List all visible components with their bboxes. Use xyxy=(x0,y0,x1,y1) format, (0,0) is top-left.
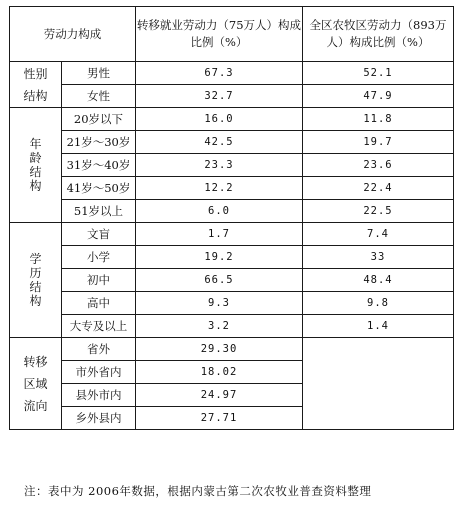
group-label: 转移区域流向 xyxy=(23,354,48,413)
group-label-cell xyxy=(10,338,62,430)
transfer-ratio-cell: 23.3 xyxy=(136,154,303,177)
table-row xyxy=(10,292,454,315)
table-row xyxy=(10,269,454,292)
table-row xyxy=(10,338,454,361)
table-row xyxy=(10,131,454,154)
transfer-ratio-cell: 42.5 xyxy=(136,131,303,154)
region-ratio-cell: 47.9 xyxy=(303,85,454,108)
table-row xyxy=(10,62,454,85)
table-row xyxy=(10,200,454,223)
table-row xyxy=(10,85,454,108)
category-cell: 31岁～40岁 xyxy=(62,154,136,177)
table-row xyxy=(10,223,454,246)
category-cell: 初中 xyxy=(62,269,136,292)
category-cell: 男性 xyxy=(62,62,136,85)
transfer-ratio-cell: 32.7 xyxy=(136,85,303,108)
labor-composition-sheet xyxy=(9,6,453,430)
transfer-ratio-cell: 29.30 xyxy=(136,338,303,361)
transfer-ratio-cell: 24.97 xyxy=(136,384,303,407)
region-ratio-cell: 7.4 xyxy=(303,223,454,246)
group-label-cell xyxy=(10,108,62,223)
transfer-ratio-cell: 16.0 xyxy=(136,108,303,131)
region-ratio-cell: 23.6 xyxy=(303,154,454,177)
category-cell: 县外市内 xyxy=(62,384,136,407)
region-ratio-cell: 33 xyxy=(303,246,454,269)
category-cell: 市外省内 xyxy=(62,361,136,384)
category-cell: 高中 xyxy=(62,292,136,315)
group-label-cell xyxy=(10,62,62,108)
category-cell: 乡外县内 xyxy=(62,407,136,430)
table-row xyxy=(10,315,454,338)
transfer-ratio-cell: 6.0 xyxy=(136,200,303,223)
transfer-ratio-cell: 9.3 xyxy=(136,292,303,315)
region-ratio-cell: 22.5 xyxy=(303,200,454,223)
category-cell: 20岁以下 xyxy=(62,108,136,131)
header-region-ratio: 全区农牧区劳动力（893万人）构成比例（%） xyxy=(303,7,454,62)
category-cell: 女性 xyxy=(62,85,136,108)
region-ratio-cell: 11.8 xyxy=(303,108,454,131)
category-cell: 41岁～50岁 xyxy=(62,177,136,200)
region-ratio-cell: 48.4 xyxy=(303,269,454,292)
category-cell: 省外 xyxy=(62,338,136,361)
transfer-ratio-cell: 27.71 xyxy=(136,407,303,430)
transfer-ratio-cell: 19.2 xyxy=(136,246,303,269)
table-row xyxy=(10,246,454,269)
header-transfer-ratio: 转移就业劳动力（75万人）构成比例（%） xyxy=(136,7,303,62)
table-note: 注：表中为 2006年数据，根据内蒙古第二次农牧业普查资料整理 xyxy=(24,484,372,498)
table-row xyxy=(10,154,454,177)
table-row xyxy=(10,177,454,200)
category-cell: 51岁以上 xyxy=(62,200,136,223)
transfer-ratio-cell: 66.5 xyxy=(136,269,303,292)
region-ratio-cell: 22.4 xyxy=(303,177,454,200)
table-row xyxy=(10,108,454,131)
category-cell: 小学 xyxy=(62,246,136,269)
transfer-ratio-cell: 67.3 xyxy=(136,62,303,85)
region-ratio-cell: 1.4 xyxy=(303,315,454,338)
transfer-ratio-cell: 1.7 xyxy=(136,223,303,246)
group-label: 性别结构 xyxy=(23,66,48,103)
group-label: 年龄结构 xyxy=(29,137,42,193)
category-cell: 21岁～30岁 xyxy=(62,131,136,154)
header-row xyxy=(10,7,454,62)
category-cell: 大专及以上 xyxy=(62,315,136,338)
table-body xyxy=(10,62,454,430)
header-composition: 劳动力构成 xyxy=(10,7,136,62)
region-ratio-empty-cell xyxy=(303,338,454,430)
category-cell: 文盲 xyxy=(62,223,136,246)
transfer-ratio-cell: 18.02 xyxy=(136,361,303,384)
transfer-ratio-cell: 12.2 xyxy=(136,177,303,200)
labor-composition-table xyxy=(9,6,454,430)
region-ratio-cell: 19.7 xyxy=(303,131,454,154)
region-ratio-cell: 9.8 xyxy=(303,292,454,315)
group-label-cell xyxy=(10,223,62,338)
transfer-ratio-cell: 3.2 xyxy=(136,315,303,338)
group-label: 学历结构 xyxy=(29,252,42,308)
region-ratio-cell: 52.1 xyxy=(303,62,454,85)
